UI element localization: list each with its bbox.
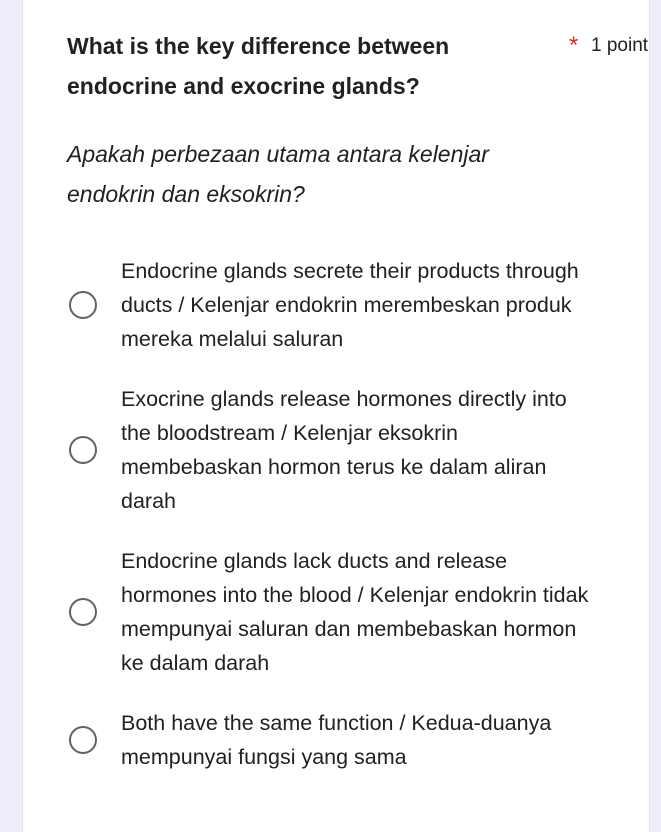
options-group	[69, 254, 639, 774]
question-subtitle: Apakah perbezaan utama antara kelenjar endokrin dan eksokrin?	[67, 141, 489, 207]
points-label: 1 point	[591, 35, 649, 56]
option-label: Exocrine glands release hormones directly into the bloodstream / Kelenjar eksokrin membebaskan hormon terus ke dalam aliran darah	[121, 387, 567, 513]
required-marker: *	[569, 32, 579, 59]
option-label: Endocrine glands lack ducts and release hormones into the blood / Kelenjar endokrin tidak mempunyai saluran dan membebaskan hormon ke dalam darah	[121, 549, 589, 675]
option-2[interactable]	[69, 382, 639, 518]
question-header	[67, 26, 649, 106]
option-1[interactable]	[69, 254, 639, 356]
radio-button-icon[interactable]	[69, 291, 97, 319]
option-label: Both have the same function / Kedua-duanya mempunyai fungsi yang sama	[121, 711, 552, 769]
option-4[interactable]	[69, 706, 639, 774]
radio-button-icon[interactable]	[69, 598, 97, 626]
option-3[interactable]	[69, 544, 639, 680]
option-label: Endocrine glands secrete their products through ducts / Kelenjar endokrin merembeskan produk mereka melalui saluran	[121, 259, 579, 351]
radio-button-icon[interactable]	[69, 436, 97, 464]
radio-button-icon[interactable]	[69, 726, 97, 754]
question-title: What is the key difference between endocrine and exocrine glands?	[67, 33, 450, 99]
question-card	[22, 0, 650, 832]
